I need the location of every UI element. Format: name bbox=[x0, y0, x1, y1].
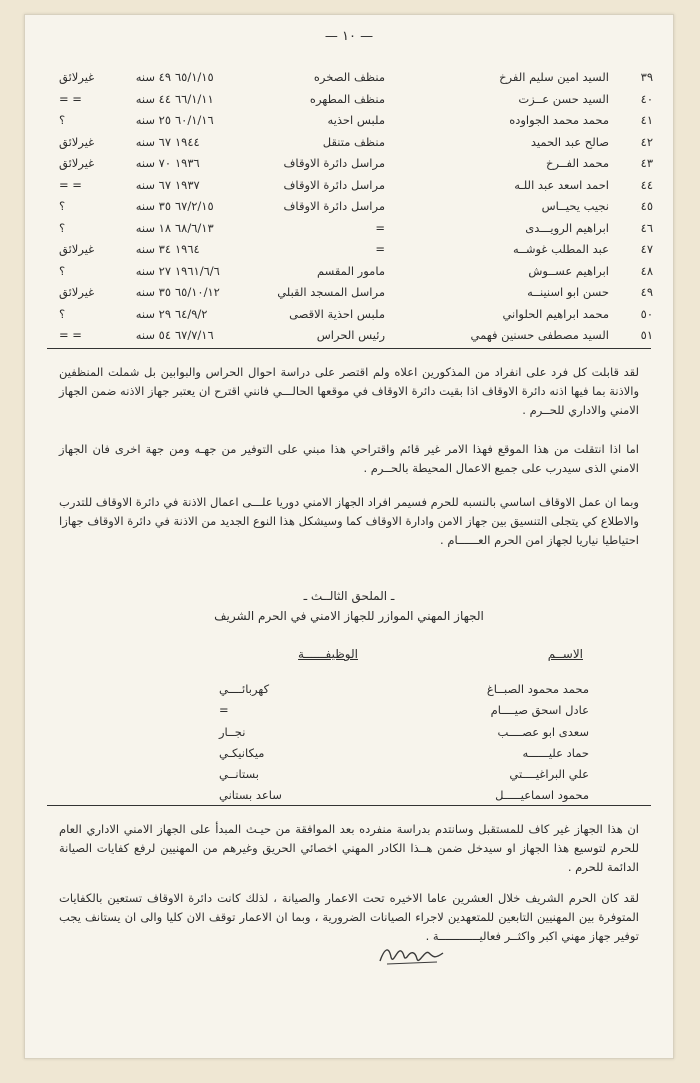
staff-job: ساعد بستاني bbox=[219, 788, 282, 803]
age: ٦٧ سنه bbox=[135, 134, 171, 149]
fitness-status: ؟ bbox=[59, 220, 66, 235]
job-title: مراسل دائرة الاوقاف bbox=[283, 199, 385, 213]
hire-date: ٦٠/١/١٦ bbox=[175, 113, 214, 127]
staff-name: علي البراغيــــتي bbox=[509, 767, 589, 782]
hire-date: ٦٥/١/١٥ bbox=[175, 70, 214, 84]
roster-row bbox=[59, 175, 653, 197]
age: ٢٧ سنه bbox=[135, 263, 171, 278]
hire-date: ٦٥/١٠/١٢ bbox=[175, 285, 220, 299]
signature-mark bbox=[377, 939, 447, 969]
hire-date: ٦٦/١/١١ bbox=[175, 91, 214, 106]
age: ٣٥ سنه bbox=[135, 199, 171, 213]
job-title: رئيس الحراس bbox=[316, 328, 385, 342]
staff-row bbox=[145, 700, 589, 721]
fitness-status: غيرلائق bbox=[59, 285, 95, 299]
roster-row bbox=[59, 110, 653, 132]
roster-row bbox=[59, 153, 653, 175]
person-name: صالح عبد الحميد bbox=[530, 134, 609, 149]
age: ٤٩ سنه bbox=[135, 70, 171, 84]
person-name: احمد اسعد عبد اللـه bbox=[514, 177, 609, 192]
job-title: = bbox=[375, 242, 385, 256]
hire-date: ١٩٦١/٦/٦ bbox=[175, 263, 220, 278]
fitness-status: غيرلائق bbox=[59, 242, 95, 256]
job-title: ملبس احذية الاقصى bbox=[289, 306, 385, 321]
job-title: منظف الصخره bbox=[313, 70, 385, 84]
row-number: ٤٠ bbox=[640, 91, 653, 106]
row-number: ٥١ bbox=[640, 328, 653, 342]
person-name: ابراهيم الرويـــدى bbox=[525, 220, 609, 235]
row-number: ٣٩ bbox=[640, 70, 653, 84]
age: ٢٥ سنه bbox=[135, 113, 171, 127]
roster-row bbox=[59, 282, 653, 304]
fitness-status: غيرلائق bbox=[59, 70, 95, 84]
staff-name: محمود اسماعيـــــل bbox=[495, 788, 589, 803]
staff-row bbox=[145, 679, 589, 700]
roster-row bbox=[59, 261, 653, 283]
row-number: ٤٢ bbox=[640, 134, 653, 149]
hire-date: ٦٧/٧/١٦ bbox=[175, 328, 214, 342]
roster-row bbox=[59, 196, 653, 218]
age: ٢٩ سنه bbox=[135, 306, 171, 321]
hire-date: ١٩٣٧ bbox=[175, 177, 200, 192]
job-title: مراسل المسجد القبلي bbox=[277, 285, 385, 299]
person-name: عبد المطلب غوشــه bbox=[512, 242, 609, 256]
row-number: ٤٧ bbox=[640, 242, 653, 256]
annex-title: ـ الملحق الثالــث ـ bbox=[303, 589, 395, 603]
job-title: ملبس احذيه bbox=[327, 113, 385, 127]
row-number: ٥٠ bbox=[640, 306, 653, 321]
column-header-job: الوظيفــــــة bbox=[298, 647, 358, 661]
job-title: منظف المطهره bbox=[309, 91, 385, 106]
staff-row bbox=[145, 764, 589, 785]
fitness-status: ؟ bbox=[59, 113, 66, 127]
page-number: — ١٠ — bbox=[324, 29, 374, 44]
person-name: محمد ابراهيم الحلواني bbox=[502, 306, 609, 321]
age: ١٨ سنه bbox=[135, 220, 171, 235]
staff-job: = bbox=[219, 703, 229, 718]
staff-name: عادل اسحق صيــــام bbox=[490, 703, 589, 718]
person-name: السيد امين سليم الفرخ bbox=[499, 70, 609, 84]
staff-name: حماد عليــــــه bbox=[522, 745, 589, 760]
roster-row bbox=[59, 239, 653, 261]
person-name: السيد حسن عــزت bbox=[518, 91, 609, 106]
age: ٥٤ سنه bbox=[135, 328, 171, 342]
job-title: مامور المقسم bbox=[316, 263, 385, 278]
row-number: ٤٨ bbox=[640, 263, 653, 278]
job-title: = bbox=[375, 220, 385, 235]
row-number: ٤١ bbox=[640, 113, 653, 127]
job-title: مراسل دائرة الاوقاف bbox=[283, 177, 385, 192]
age: ٧٠ سنه bbox=[135, 156, 171, 170]
fitness-status: = = bbox=[59, 91, 82, 106]
technical-staff-list bbox=[145, 679, 589, 807]
roster-row bbox=[59, 325, 653, 347]
roster-row bbox=[59, 67, 653, 89]
hire-date: ٦٤/٩/٢ bbox=[175, 306, 208, 321]
fitness-status: = = bbox=[59, 177, 82, 192]
row-number: ٤٩ bbox=[640, 285, 653, 299]
staff-row bbox=[145, 785, 589, 806]
hire-date: ١٩٣٦ bbox=[175, 156, 200, 170]
hire-date: ١٩٦٤ bbox=[175, 242, 200, 256]
age: ٣٤ سنه bbox=[135, 242, 171, 256]
paragraph-maintenance: لقد كان الحرم الشريف خلال العشرين عاما الاخيره تحت الاعمار والصيانة ، لذلك كانت دائرة الاوقاف تستعين بالكفايات المتوفرة بين المهنيين التابعين للمتعهدين لاجراء الصيانات الضرورية ، وبما ان الاعمار توقف الان كليا والى ان يستانف يجب توفير جهاز مهني اكبر واكثــر فعاليــــــــــــة . bbox=[59, 891, 639, 943]
staff-job: كهربائــــي bbox=[219, 682, 270, 696]
fitness-status: ؟ bbox=[59, 263, 66, 278]
row-number: ٤٦ bbox=[640, 220, 653, 235]
document-page bbox=[24, 14, 674, 1059]
roster-row bbox=[59, 132, 653, 154]
paragraph-expansion: ان هذا الجهاز غير كاف للمستقبل وسانتدم بدراسة منفرده بعد الموافقة من حيـث المبدأ على الجهاز الامني الاداري العام للحرم لتوسيع هذا الجهاز او سيدخل ضمن هــذا الكادر المهني اخصائي الحريق وغيرهم من المهنيين لرفع كفايات الصيانة الدائمة للحرم . bbox=[59, 822, 639, 874]
staff-name: سعدى ابو عصــــب bbox=[497, 724, 589, 739]
age: ٦٧ سنه bbox=[135, 177, 171, 192]
person-name: ابراهيم عســوش bbox=[528, 263, 609, 278]
row-number: ٤٣ bbox=[640, 156, 653, 170]
job-title: منظف متنقل bbox=[322, 134, 385, 149]
fitness-status: = = bbox=[59, 328, 82, 342]
paragraph-training: وبما ان عمل الاوقاف اساسي بالنسبه للحرم فسيمر افراد الجهاز الامني دوريا علـــى اعمال الاذنة في دائرة الاوقاف للتدرب والاطلاع كي يتجلى التنسيق بين جهاز الامن وادارة الاوقاف كما وسيشكل هذا النوع الجديد من الاذنة في دائرة الاوقاف جهازا احتياطيا نياريا لجهاز امن الحرم العــــــام . bbox=[59, 495, 639, 547]
person-name: محمد الفــرخ bbox=[546, 156, 609, 170]
hire-date: ٦٨/٦/١٣ bbox=[175, 220, 214, 235]
person-name: السيد مصطفى حسنين فهمي bbox=[470, 328, 609, 342]
person-name: محمد محمد الجواوده bbox=[509, 113, 609, 127]
annex-subtitle: الجهاز المهني الموازر للجهاز الامني في الحرم الشريف bbox=[214, 609, 484, 623]
row-number: ٤٤ bbox=[640, 177, 653, 192]
personnel-roster bbox=[59, 67, 653, 347]
paragraph-guards-study: لقد قابلت كل فرد على انفراد من المذكورين اعلاه ولم اقتصر على دراسة احوال الحراس والبوابين بل شملت المنظفين والاذنة بما فيها اذنه دائرة الاوقاف اذا بقيت دائرة الاوقاف في موقعها الحالـــي فانني اقترح ان يعتبر جهاز الاذنه ضمن الجهاز الامني والاداري للحــرم . bbox=[59, 365, 639, 417]
fitness-status: غيرلائق bbox=[59, 134, 95, 149]
staff-row bbox=[145, 743, 589, 764]
staff-job: ميكانيكـي bbox=[219, 745, 265, 760]
staff-row bbox=[145, 722, 589, 743]
roster-row bbox=[59, 89, 653, 111]
person-name: حسن ابو اسنينــه bbox=[527, 285, 609, 299]
age: ٤٤ سنه bbox=[135, 91, 171, 106]
age: ٣٥ سنه bbox=[135, 285, 171, 299]
divider-line bbox=[47, 805, 651, 806]
person-name: نجيب يحيــاس bbox=[541, 199, 609, 213]
staff-name: محمد محمود الصبــاغ bbox=[486, 682, 589, 696]
job-title: مراسل دائرة الاوقاف bbox=[283, 156, 385, 170]
roster-row bbox=[59, 218, 653, 240]
hire-date: ٦٧/٢/١٥ bbox=[175, 199, 214, 213]
paragraph-relocation: اما اذا انتقلت من هذا الموقع فهذا الامر غير قائم واقتراحي هذا مبني على التوفير من جهـه ومن جهة اخرى فان الجهاز الامني الذى سيدرب على جميع الاعمال المحيطة بالحــرم . bbox=[59, 442, 639, 475]
fitness-status: ؟ bbox=[59, 199, 66, 213]
divider-line bbox=[47, 348, 651, 349]
column-header-name: الاســم bbox=[547, 647, 583, 661]
fitness-status: ؟ bbox=[59, 306, 66, 321]
staff-job: بستانــي bbox=[219, 767, 259, 782]
roster-row bbox=[59, 304, 653, 326]
hire-date: ١٩٤٤ bbox=[175, 134, 200, 149]
staff-job: نجــار bbox=[219, 724, 246, 739]
fitness-status: غيرلائق bbox=[59, 156, 95, 170]
row-number: ٤٥ bbox=[640, 199, 653, 213]
